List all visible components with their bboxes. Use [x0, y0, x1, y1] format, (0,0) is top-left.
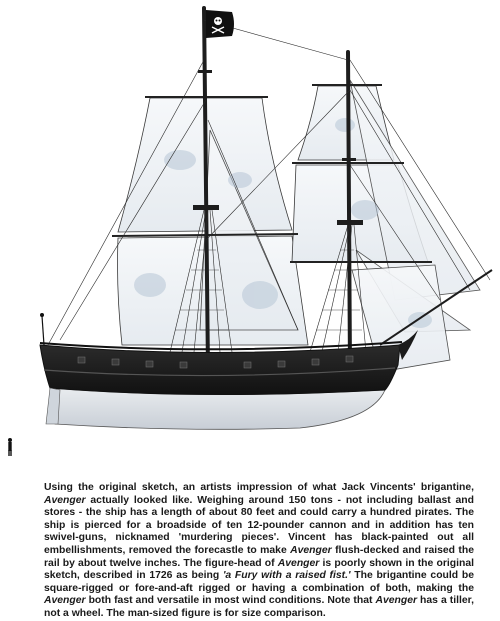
caption-segment: The brigantine could be square-rigged or fore-and-aft rigged or having a combination of both, making the: [44, 570, 474, 594]
caption-emphasis: Avenger: [277, 557, 320, 569]
caption-segment: actually looked like. Weighing around 150 tons - not including ballast and stores - the ship has a length of about 80 feet and could carry a hundred pirates. The ship is pierced for a broadside of ten 12-pounder cannon and in addition has ten swivel-guns, nicknamed 'murdering pieces'. Vincent has black-painted out all embellishments, removed the forecastle to make: [44, 494, 474, 556]
caption-text: [44, 482, 474, 621]
caption-segment: Using the original sketch, an artists impression of what Jack Vincents' brigantine,: [44, 482, 474, 493]
caption-emphasis: Avenger: [44, 595, 86, 607]
caption-segment: has a tiller, not a wheel. The man-sized figure is for size comparison.: [44, 595, 474, 619]
skull-flag-icon: [206, 10, 234, 38]
caption-emphasis: Avenger: [290, 544, 332, 556]
caption-segment: both fast and versatile in most wind conditions. Note that: [85, 595, 376, 607]
sails: [118, 80, 481, 372]
caption-emphasis: Avenger: [375, 595, 418, 607]
man-sized-figure-icon: [8, 438, 12, 456]
caption-emphasis: 'a Fury with a raised fist.': [222, 570, 351, 582]
main-mast: [348, 52, 350, 370]
caption-segment: is poorly shown in the original sketch, described in 1726 as being: [44, 557, 475, 582]
caption-emphasis: Avenger: [44, 494, 86, 506]
caption-segment: flush-decked and raised the rail by about twelve inches. The figure-head of: [44, 544, 474, 569]
